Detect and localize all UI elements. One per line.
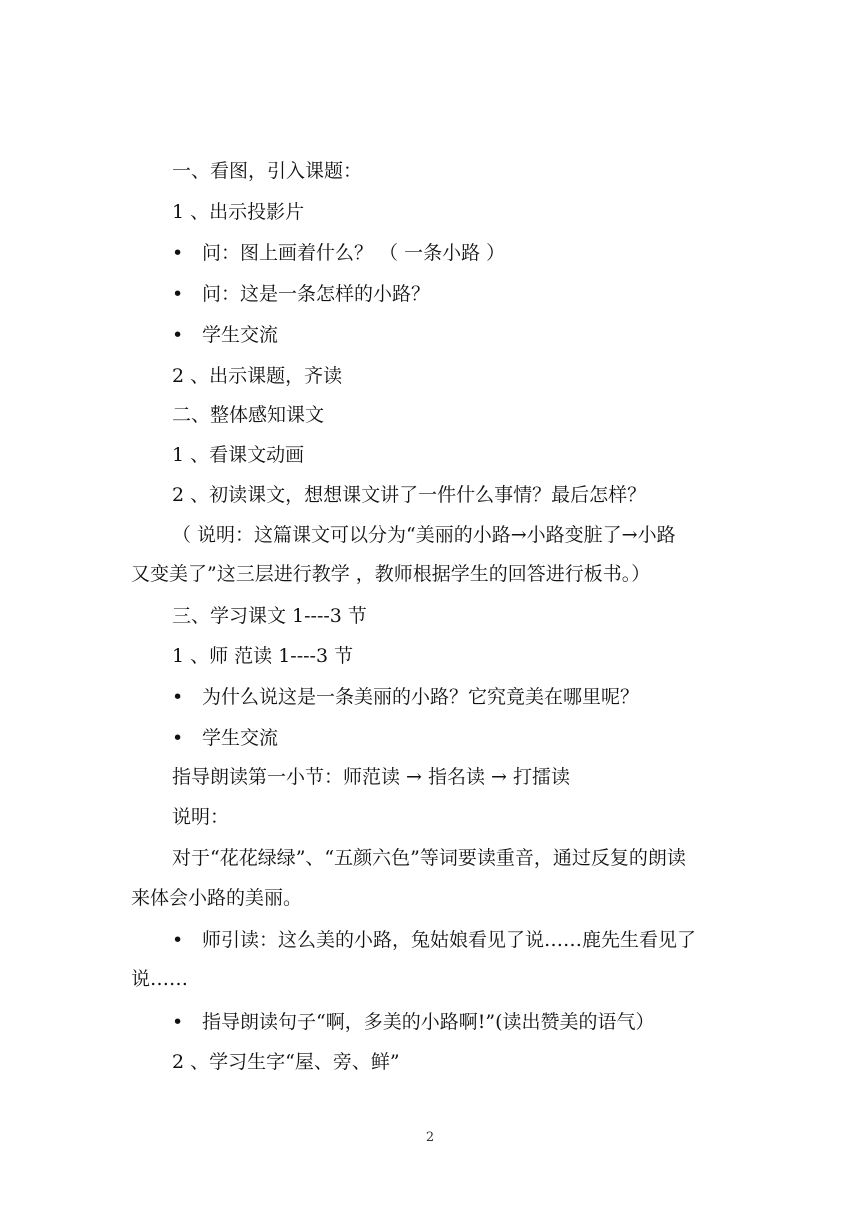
bullet-icon: • <box>172 283 184 305</box>
note-line: 对于“花花绿绿”、“五颜六色”等词要读重音，通过反复的朗读 <box>172 847 686 869</box>
note-line: （ 说明：这篇课文可以分为“美丽的小路→小路变脏了→小路 <box>172 524 676 546</box>
bullet-icon: • <box>172 1011 184 1033</box>
bullet-text: 为什么说这是一条美丽的小路？它究竟美在哪里呢？ <box>202 686 640 708</box>
bullet-text-continued: 说…… <box>131 968 189 990</box>
bullet-item <box>172 1012 782 1032</box>
bullet-text: 学生交流 <box>202 324 279 346</box>
note-label: 说明： <box>172 806 230 828</box>
bullet-item <box>172 243 782 263</box>
note-line-continued: 又变美了”这三层进行教学 ，教师根据学生的回答进行板书。） <box>131 563 651 585</box>
heading-section-1: 一、看图，引入课题： <box>172 160 363 182</box>
bullet-text: 问：这是一条怎样的小路？ <box>202 283 431 305</box>
note-line-continued: 来体会小路的美丽。 <box>131 887 303 909</box>
bullet-text: 师引读：这么美的小路，兔姑娘看见了说……鹿先生看见了 <box>202 929 697 951</box>
step-line: 2 、初读课文，想想课文讲了一件什么事情？最后怎样？ <box>172 484 647 506</box>
bullet-icon: • <box>172 686 184 708</box>
step-line: 2 、学习生字“屋、旁、鲜” <box>172 1051 400 1073</box>
bullet-icon: • <box>172 324 184 346</box>
step-line: 1 、师 范读 1----3 节 <box>172 645 354 667</box>
bullet-icon: • <box>172 929 184 951</box>
bullet-item <box>172 687 782 707</box>
bullet-item <box>172 284 782 304</box>
heading-section-2: 二、整体感知课文 <box>172 404 325 426</box>
step-line: 1 、看课文动画 <box>172 444 305 466</box>
bullet-text: 学生交流 <box>202 727 279 749</box>
bullet-item <box>172 930 782 950</box>
heading-section-3: 三、学习课文 1----3 节 <box>172 605 367 627</box>
bullet-text: 问：图上画着什么？ （ 一条小路 ） <box>202 242 506 264</box>
step-line: 1 、出示投影片 <box>172 201 305 223</box>
reading-guidance-line: 指导朗读第一小节：师范读 → 指名读 → 打擂读 <box>172 766 570 788</box>
bullet-icon: • <box>172 242 184 264</box>
bullet-text: 指导朗读句子“啊，多美的小路啊!”(读出赞美的语气） <box>202 1011 655 1033</box>
bullet-item <box>172 325 782 345</box>
page-number: 2 <box>425 1130 435 1145</box>
step-line: 2 、出示课题，齐读 <box>172 365 343 387</box>
bullet-item <box>172 728 782 748</box>
bullet-icon: • <box>172 727 184 749</box>
